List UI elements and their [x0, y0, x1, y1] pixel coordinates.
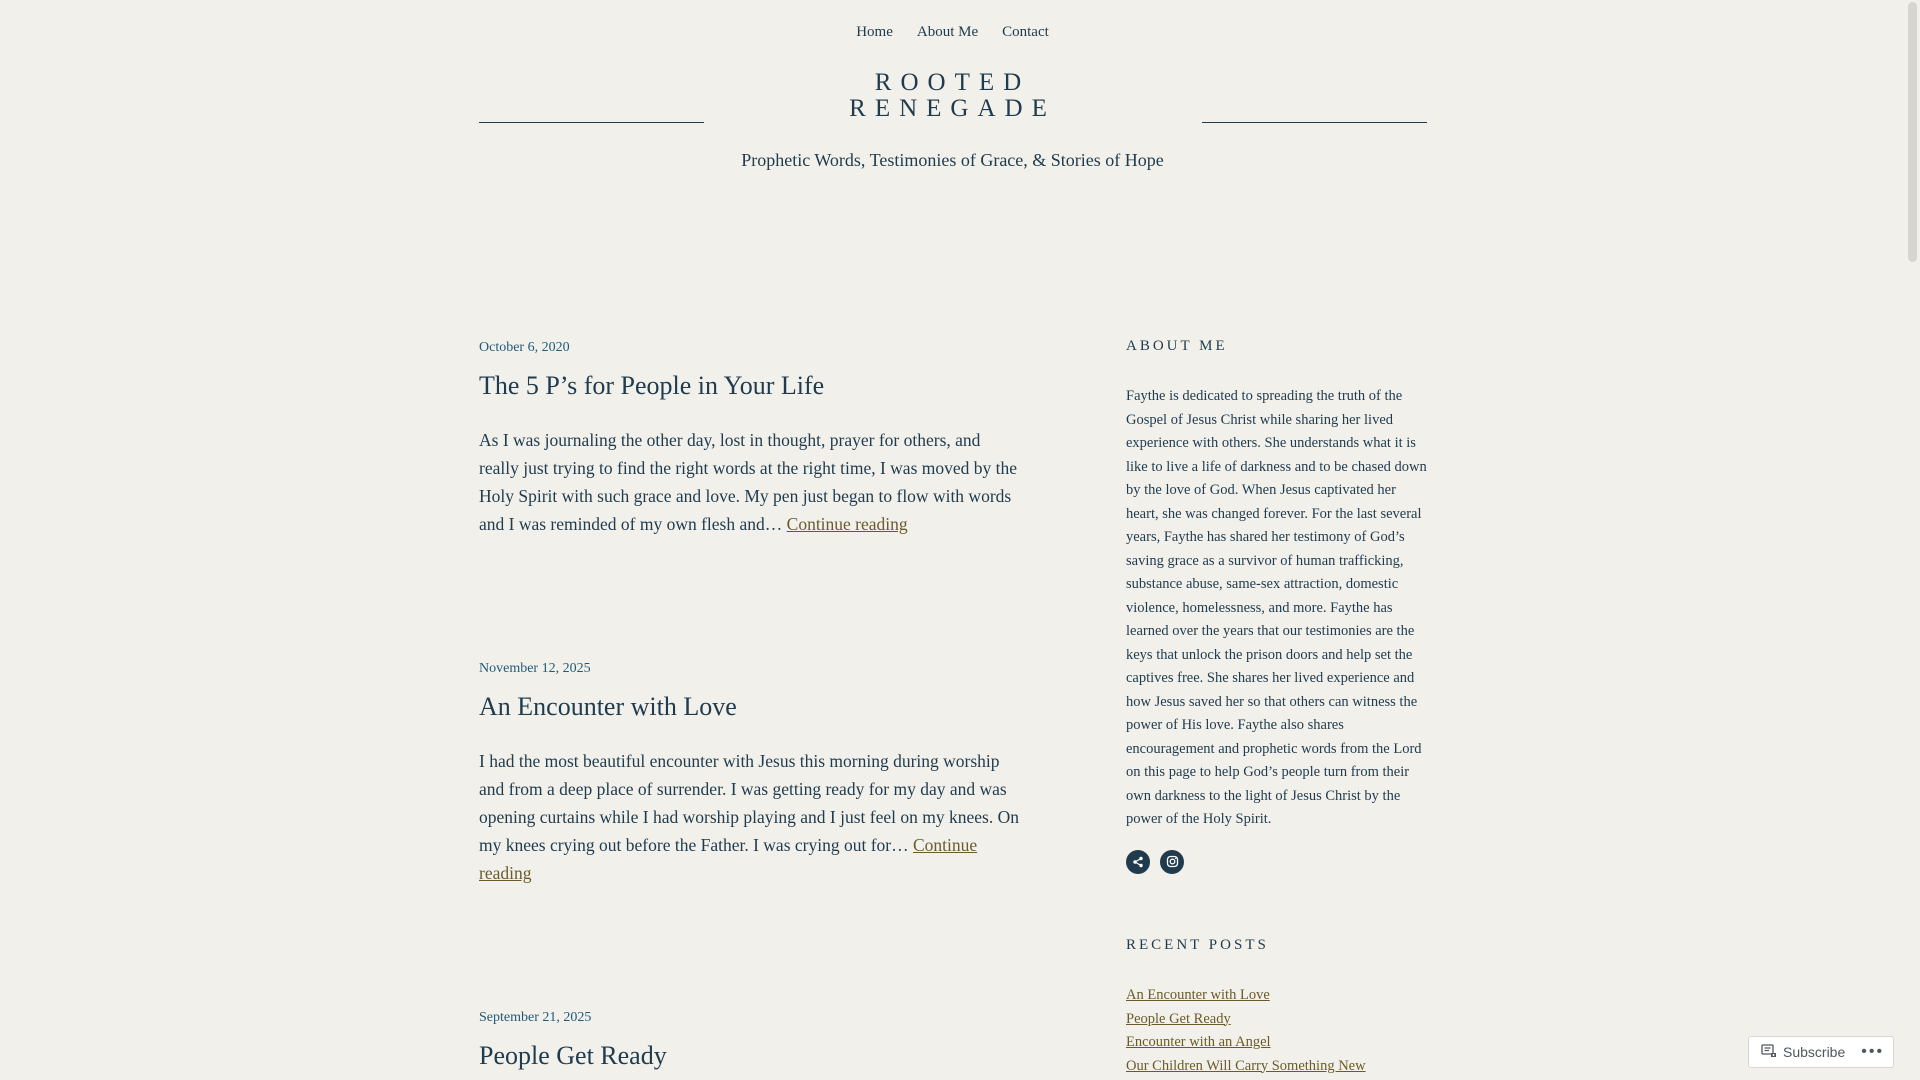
vertical-scrollbar[interactable]	[1905, 0, 1920, 1080]
nav-home-link[interactable]: Home	[856, 24, 893, 40]
list-item	[1126, 1055, 1428, 1079]
nav-about-link[interactable]: About Me	[916, 24, 979, 40]
post-title[interactable]: People Get Ready	[479, 1041, 667, 1070]
title-divider-left	[479, 122, 704, 123]
post-title[interactable]: An Encounter with Love	[479, 692, 737, 721]
post-excerpt	[479, 747, 1019, 887]
list-item	[1126, 984, 1428, 1008]
list-item	[1126, 1031, 1428, 1055]
recent-post-link[interactable]: Encounter with an Angel	[1126, 1034, 1271, 1050]
post-item	[479, 661, 1019, 887]
post-title[interactable]: The 5 P’s for People in Your Life	[479, 371, 825, 400]
site-title-line-2: RENEGADE	[849, 95, 1056, 122]
title-divider-right	[1202, 122, 1427, 123]
recent-post-link[interactable]: People Get Ready	[1126, 1010, 1231, 1027]
list-item	[1126, 1008, 1428, 1032]
scrollbar-thumb[interactable]	[1908, 2, 1917, 262]
recent-post-link[interactable]: An Encounter with Love	[1126, 987, 1270, 1003]
post-item	[479, 1010, 1019, 1080]
recent-posts-list	[1126, 984, 1428, 1078]
subscribe-label: Subscribe	[1783, 1044, 1846, 1060]
site-title[interactable]	[0, 70, 1905, 122]
post-excerpt-text: As I was journaling the other day, lost in thought, prayer for others, and really just trying to find the right words at the right time, I was moved by the Holy Spirit with such grace and love. My pen just began to flow with words and I was reminded of my own flesh and…	[479, 430, 1018, 534]
sidebar-recent-posts-widget	[1126, 937, 1428, 1078]
post-excerpt	[479, 426, 1019, 538]
site-title-line-1: ROOTED	[874, 69, 1031, 96]
continue-reading-link[interactable]: Continue reading	[479, 835, 978, 883]
continue-reading-link[interactable]: Continue reading	[786, 514, 908, 534]
about-text: Faythe is dedicated to spreading the truth of the Gospel of Jesus Christ while sharing her lived experience with others. She understands what it is like to live a life of darkness and to be chased down by the love of God. When Jesus captivated her heart, she was changed forever. For the last several years, Faythe has shared her testimony of God’s saving grace as a survivor of human trafficking, substance abuse, same-sex attraction, domestic violence, homelessness, and more. Faythe has learned over the years that our testimonies are the keys that unlock the prison doors and help set the captives free. She shares her lived experience and how Jesus saved her so that others can witness the power of His love. Faythe also shares encouragement and prophetic words from the Lord on this page to help God’s people turn from their own darkness to the light of Jesus Christ by the power of the Holy Spirit.	[1126, 388, 1427, 827]
post-excerpt-text: I had the most beautiful encounter with Jesus this morning during worship and from a deep place of surrender. I was getting ready for my day and was opening curtains while I had worship playing and I just feel on my knees. On my knees crying out before the Father. I was crying out for…	[479, 751, 1019, 855]
sidebar-about-widget	[1126, 338, 1428, 874]
post-date[interactable]: November 12, 2025	[479, 661, 591, 676]
instagram-icon[interactable]	[1160, 850, 1184, 874]
top-navigation	[0, 24, 1905, 41]
reader-icon	[1761, 1044, 1777, 1061]
share-icon[interactable]	[1126, 850, 1150, 874]
nav-contact-link[interactable]: Contact	[1002, 24, 1049, 40]
about-widget-title: ABOUT ME	[1126, 338, 1228, 354]
social-links	[1126, 850, 1428, 874]
post-date[interactable]: September 21, 2025	[479, 1010, 592, 1025]
post-date[interactable]: October 6, 2020	[479, 340, 570, 355]
recent-post-link[interactable]: Our Children Will Carry Something New	[1126, 1057, 1366, 1074]
recent-posts-title: RECENT POSTS	[1126, 937, 1269, 953]
post-item	[479, 340, 1019, 538]
site-tagline: Prophetic Words, Testimonies of Grace, & Stories of Hope	[741, 150, 1164, 170]
more-options-icon[interactable]: •••	[1861, 1043, 1885, 1060]
subscribe-bar	[1748, 1036, 1894, 1068]
subscribe-button[interactable]	[1749, 1044, 1845, 1061]
